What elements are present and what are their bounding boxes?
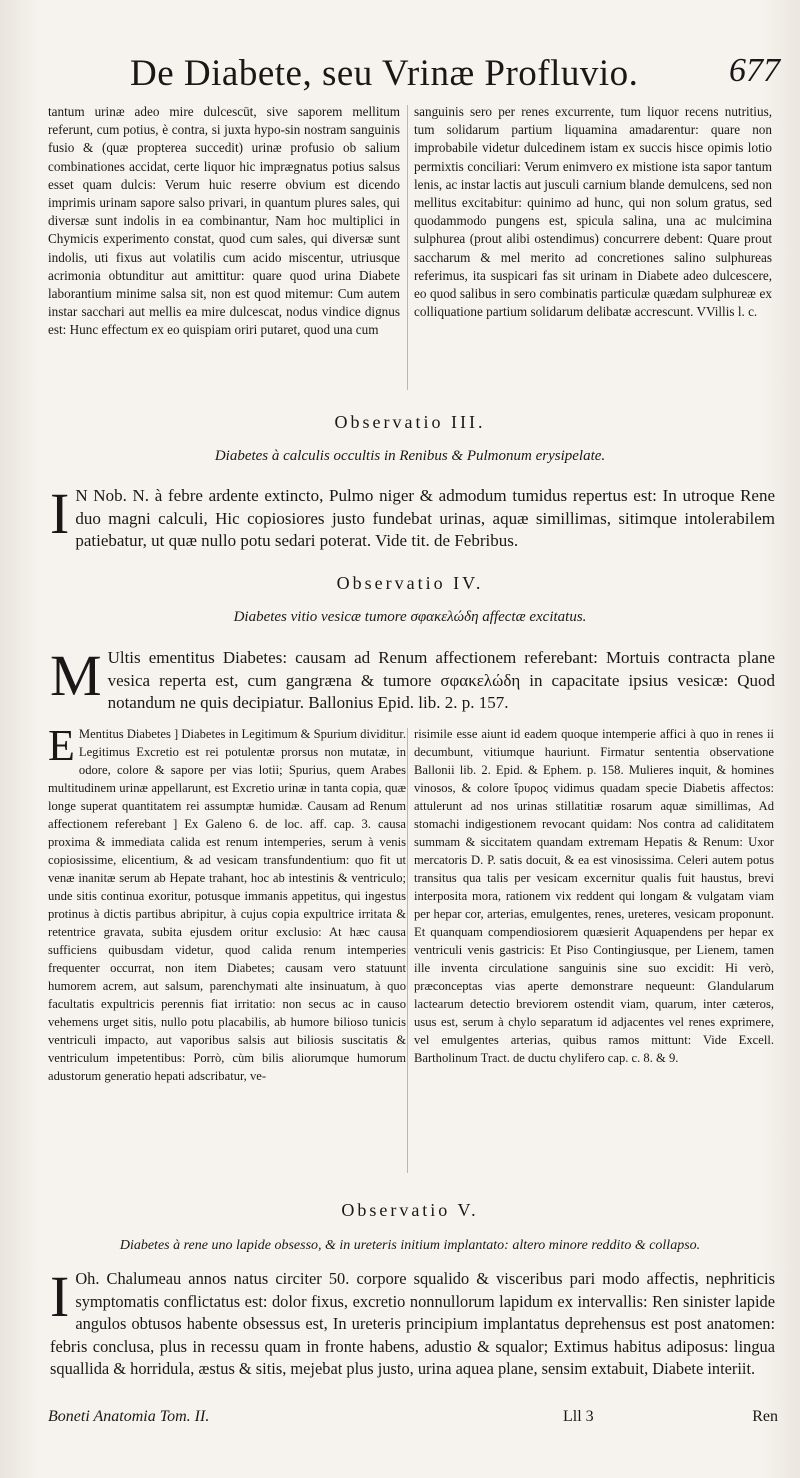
top-left-column: tantum urinæ adeo mire dulcescūt, sive saporem mellitum referunt, cum potius, è contra, si juxta hypo-sin nostram sanguinis fusio & (quæ propterea succedit) urinæ profusio ob salium combinationes accidat, certe liquor hic imprægnatus potius salsus esset quam dulcis: Verum huic reserre obvium est dicendo imprimis urinam sapore salso privari, in quantum plures sales, qui diversæ sunt indolis in ea combinantur, Nam hoc multiplici in Chymicis experimento constat, quod cum sales, qui diversæ sunt indolis, uti fixus aut volatilis cum acido miscentur, utriusque acrimonia obtunditur aut amittitur: quare quod urina Diabete laborantium minime salsa sit, non est quod mitemur: Cum autem instar sacchari aut mellis ea mire dulcescat, nodus vindice dignus est: Hunc effectum ex eo quispiam oriri putaret, quod una cum	[48, 104, 400, 338]
catchword: Ren	[752, 1408, 778, 1425]
obs4-drop-cap: M	[50, 647, 102, 708]
scholion-left-column	[48, 725, 406, 1175]
top-right-column: sanguinis sero per renes excurrente, tum liquor recens nutritius, tum solidarum partium liquamina amadarentur: quare non improbabile videtur dulcedinem istam ex succis hisce opimis lotio permixtis conciliari: Verum enimvero ex mistione ista sapor tantum lenis, ac instar lactis aut jusculi carnium blande demulcens, sed non mellitus excitabitur: quinimo ad hunc, qui non solum gratus, sed quodammodo pungens est, spicula salina, una ac mulcimina sulphurea (prout alibi ostendimus) concurrere debent: Quare prout saccharum & mel merito ad concretiones salino sulphureas referimus, ita suspicari fas sit urinam in Diabete adeo dulcescere, eo quod salibus in sero combinatis particulæ quædam sulphureæ ex colliquatione partium solidarum delibatæ accrescunt. VVillis l. c.	[414, 104, 772, 320]
obs3-body	[50, 485, 775, 575]
obs4-body	[50, 647, 775, 719]
scholion-right-column: risimile esse aiunt id eadem quoque intemperie affici à quo in renes ii decumbunt, vitiumque hauriunt. Firmatur sententia observatione Ballonii lib. 2. Epid. & Ephem. p. 158. Mulieres inquit, & homines vinosos, & colore ἴρυρος vidimus quadam specie Diabetis affectos: attulerunt ad nos urinas stillatitiæ rosarum aquæ simillimas, Ad stomachi indigestionem revocant quidam: Nos contra ad caliditatem summam & siccitatem quandam extremam Hepatis & Renum: Uxor mercatoris D. P. satis docuit, & ea est vinosissima. Celeri autem potus transitus qua talis per vesicam excernitur qualis fuit haustus, brevi interposita mora, rationem vix reddent qui longam & vulgatam viam per hepar cor, arterias, emulgentes, renes, ureteres, vesicam proponunt. Et quanquam compendiosiorem quæsierit Aquapendens per hepar ex ventriculi venis gastricis: Et Piso Contingiusque, per Lienem, tamen ille inventa circulatione sanguinis sine suo excidit: Hi verò, præconceptas vias aperte demonstrare nequeunt: Glandularum lactearum detectio breviorem ostendit viam, quarum, inter cæteros, usus est, serum à chylo separatum id adjacentes vel renes exprimere, vel emulgentes arterias, quibus ramos mittunt: Vide Excell. Bartholinum Tract. de ductu chylifero cap. c. 8. & 9.	[414, 727, 774, 1065]
footer-volume: Boneti Anatomia Tom. II.	[48, 1408, 210, 1425]
obs3-text: N Nob. N. à febre ardente extincto, Pulmo niger & admodum tumidus repertus est: In utroque Rene duo magni calculi, Hic copiosiores justo fundebat urinas, aquæ simillimas, sitimque intolerabilem patiebatur, ut quæ nullo potu sedari poterat. Vide tit. de Febribus.	[75, 486, 775, 550]
page-footer	[48, 1408, 778, 1432]
running-title: De Diabete, seu Vrinæ Profluvio.	[130, 53, 639, 94]
page-number: 677	[729, 52, 780, 89]
scholion-drop-cap: E	[48, 725, 75, 770]
obs3-heading: Observatio III.	[334, 412, 486, 432]
scholion-left-text: Mentitus Diabetes ] Diabetes in Legitimum & Spurium dividitur. Legitimus Excretio est rei potulentæ prorsus non mutatæ, in odore, colore & sapore per vias lotii; Spurius, quem Arabes multitudinem urinæ appellarunt, est Excretio urinæ in tanta copia, quæ longe superat quantitatem rei assumptæ humidæ. Causam ad Renum affectionem referebant ] Ex Galeno 6. de loc. aff. cap. 3. causa proxima & immediata calida est renum intemperies, serum à venis copiosissime, elicentium, & ad vesicam transfundentium: quo fit ut venæ inanitæ serum ab Hepate trahant, hoc ab intestinis & ventriculo; unde sitis continua exoritur, potusque immanis appetitus, qui ingestus protinus à dictis partibus abripitur, à cujus copia expultrice irritata & retentrice gravata, subita ejusdem oritur exclusio: At hæc causa sufficiens quibusdam videtur, quod calida renum intemperies frequenter occurrat, non item Diabetes; causam vero statuunt humorem acrem, aut salsum, parenchymati alte insinuatum, à quo facultatis expultricis perennis fiat irritatio: non secus ac in causo vehemens urget sitis, nullo potu placabilis, ab humore bilioso tunicis ventriculi impacto, aut vaporibus salsis aut biliosis suscitatis & ventriculum impetentibus: Porrò, cùm bilis aliorumque humorum adustorum generatio hepati adscribatur, ve-	[48, 727, 406, 1083]
obs5-text: Oh. Chalumeau annos natus circiter 50. corpore squalido & visceribus pari modo affectis, nephriticis symptomatis conflictatus est: dolor fixus, excretio nonnullorum lapidum ex intervallis: Ren sinister lapide angulos obtusos habente obsessus est, In ureteris principium implantatus deprehensus est post anatomen: febris conclusa, plus in recessu quam in fronte habens, adustio & squalor; Extimus habitus adiposus: lingua squallida & horridula, æstus & sitis, mejebat plus justo, urina aquea plane, sensim extabuit, Diabete interiit.	[50, 1269, 775, 1379]
obs4-heading: Observatio IV.	[336, 573, 484, 593]
obs3-subtitle: Diabetes à calculis occultis in Renibus & Pulmonum erysipelate.	[214, 448, 606, 464]
obs4-subtitle: Diabetes vitio vesicæ tumore σφακελώδη affectæ excitatus.	[233, 609, 587, 625]
column-divider	[407, 105, 408, 390]
signature-mark: Lll 3	[563, 1408, 594, 1425]
page-header	[130, 52, 780, 102]
column-divider-lower	[407, 728, 408, 1173]
obs5-body	[50, 1268, 775, 1408]
obs5-subtitle: Diabetes à rene uno lapide obsesso, & in ureteris initium implantato: altero minore reddito & collapso.	[119, 1238, 701, 1253]
obs4-text: Ultis ementitus Diabetes: causam ad Renum affectionem referebant: Mortuis contracta plane vesica reperta est, cum gangræna & tumore σφακελώδη in capacitate ipsius vesicæ: Quod notandum ne quis decipiatur. Ballonius Epid. lib. 2. p. 157.	[107, 648, 775, 712]
obs5-heading: Observatio V.	[341, 1200, 479, 1220]
obs5-drop-cap: I	[50, 1268, 70, 1329]
obs3-drop-cap: I	[50, 485, 70, 546]
